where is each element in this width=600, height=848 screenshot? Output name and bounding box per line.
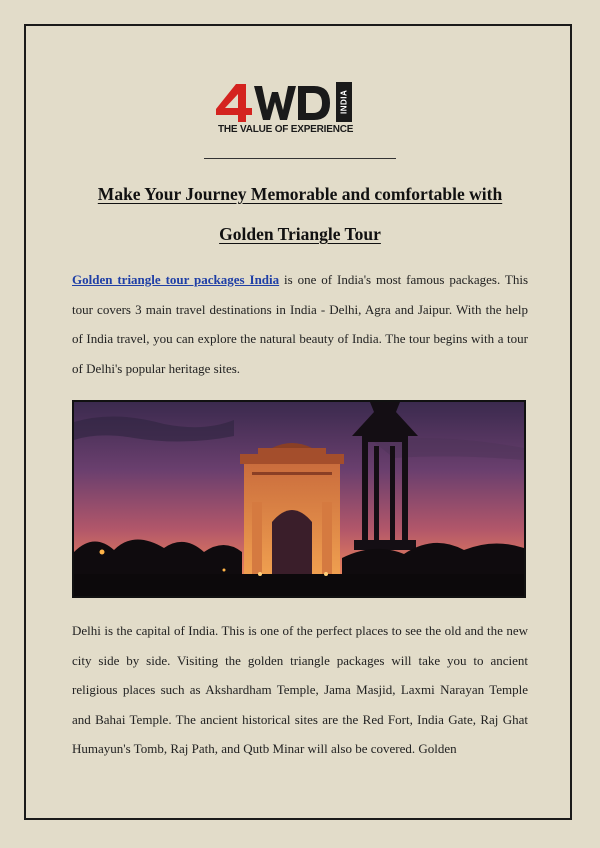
logo-tagline: THE VALUE OF EXPERIENCE — [218, 124, 354, 135]
intro-paragraph — [72, 265, 528, 383]
header-divider — [204, 158, 396, 159]
india-gate-photo — [72, 400, 526, 598]
page-title-line-2: Golden Triangle Tour — [219, 224, 381, 244]
logo-brand — [212, 124, 213, 125]
delhi-paragraph: Delhi is the capital of India. This is one of the perfect places to see the old and the new city side by side. Visiting the golden triangle packages will take you to ancient religious places such as Akshardham Temple, Jama Masjid, Laxmi Narayan Temple and Bahai Temple. The ancient historical sites are the Red Fort, India Gate, Raj Ghat Humayun's Tomb, Raj Path, and Qutb Minar will also be covered. Golden — [72, 623, 528, 756]
page-title-line-1: Make Your Journey Memorable and comfortable with — [97, 184, 503, 204]
golden-triangle-link[interactable]: Golden triangle tour packages India — [72, 272, 280, 287]
intro-body: is one of India's most famous packages. This tour covers 3 main travel destinations in India - Delhi, Agra and Jaipur. With the help of India travel, you can explore the natural beauty of India. The tour begins with a tour of Delhi's popular heritage sites. — [72, 272, 528, 376]
logo-country: INDIA — [339, 89, 349, 115]
india-gate-illustration — [74, 402, 524, 596]
